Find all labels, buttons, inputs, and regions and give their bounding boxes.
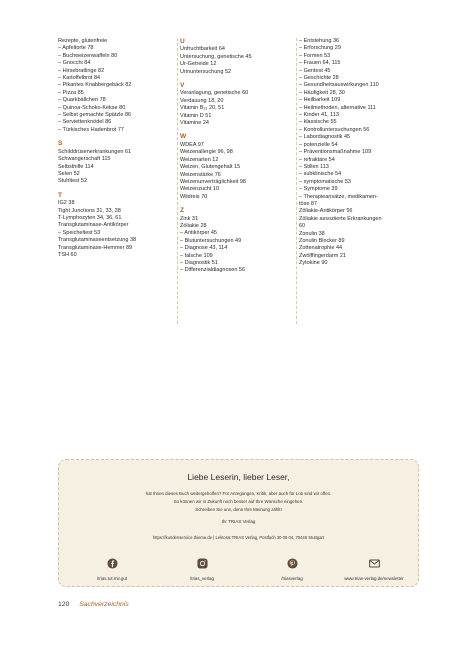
social-pinterest-label: /triasverlag (281, 576, 303, 581)
index-entry: Transglutaminase-Hemmer 89 (58, 244, 133, 251)
index-entry: WDEA 97 (180, 141, 204, 148)
index-entry: IG2 38 (58, 200, 75, 207)
index-entry: Weizenunverträglichkeit 98 (180, 178, 246, 185)
index-entry: Unfruchtbarkeit 64 (180, 46, 225, 53)
index-entry: – Heilmethoden, alternative 111 (299, 104, 376, 111)
index-entry: – Differenzialdiagnosen 56 (180, 267, 246, 274)
social-facebook-label: /trias.tut.mir.gut (96, 576, 127, 581)
index-entry: Vitamine 24 (180, 120, 209, 127)
index-entry: Weizenzucht 10 (180, 186, 220, 193)
index-entry: 60 (299, 223, 306, 230)
index-entry: Zonulin Blocker 89 (299, 237, 345, 244)
index-entry: Transglutaminaseentsetzung 38 (58, 237, 137, 244)
index-entry: – refraktäre 54 (299, 156, 335, 163)
social-instagram-label: /trias_verlag (190, 576, 214, 581)
index-entry: Zink 31 (180, 215, 199, 222)
index-entry: – Präventionsmaßnahme 109 (299, 149, 372, 156)
index-column-2 (180, 38, 290, 275)
social-newsletter[interactable] (329, 556, 419, 581)
index-entry: – Kontrolluntersuchungen 56 (299, 126, 370, 133)
index-entry: – Serviettenknödel 86 (58, 119, 112, 126)
index-entry: Selen 52 (58, 170, 80, 177)
index-entry: – Labordiagnostik 45 (299, 134, 351, 141)
index-entry: – Buchweizenwaffeln 80 (58, 52, 118, 59)
index-entry: Zottenatrophie 44 (299, 245, 343, 252)
index-entry: – Kartoffelbrot 84 (58, 75, 101, 82)
pinterest-icon (287, 558, 298, 569)
index-entry: Zöliakie 28 (180, 222, 207, 229)
index-entry: – Pikantes Knabbergebäck 82 (58, 82, 132, 89)
index-column-1 (58, 38, 172, 259)
index-entry: – Erforschung 29 (299, 45, 341, 52)
index-entry: Urinuntersuchung 52 (180, 68, 232, 75)
reader-feedback-box (58, 459, 419, 587)
index-entry: – klassische 55 (299, 119, 337, 126)
index-entry: – Kinder 41, 113 (299, 112, 339, 119)
index-entry: – Blutuntersuchungen 49 (180, 237, 242, 244)
index-entry: Weizenstärke 76 (180, 171, 221, 178)
social-instagram[interactable] (157, 556, 247, 581)
index-entry: – falsche 109 (180, 252, 213, 259)
index-entry: Tight Junctions 31, 33, 38 (58, 207, 121, 214)
index-entry: Schilddrüsenerkrankungen 61 (58, 148, 132, 155)
index-entry: – Türkisches Hadenbrot 77 (58, 126, 124, 133)
index-entry: – Hirsebratlinge 82 (58, 67, 105, 74)
index-entry: – Geschichte 28 (299, 75, 339, 82)
index-entry: – Frauen 64, 115 (299, 60, 341, 67)
index-entry: – Speicheltest 53 (58, 229, 101, 236)
index-entry: – Antikörper 45 (180, 230, 217, 237)
index-entry: Vitamin B₁₂ 20, 51 (180, 105, 225, 112)
index-entry: – Heilbarkeit 109 (299, 97, 341, 104)
contact-line[interactable]: https://kundenservice.thieme.de | Lektorat TRIAS Verlag, Postfach 30 05 04, 70445 Stuttgart (152, 535, 325, 540)
index-entry: Weizen, Glutengehalt 15 (180, 164, 241, 171)
index-entry: Verdauung 18, 20 (180, 97, 224, 104)
index-entry: – Gnocchi 84 (58, 60, 91, 67)
index-entry: – Symptome 39 (299, 186, 338, 193)
mail-icon (369, 558, 380, 569)
index-letter-heading: U (180, 38, 185, 45)
instagram-icon (197, 558, 208, 569)
page-number: 120 (58, 601, 70, 608)
index-entry: – Stillen 113 (299, 163, 329, 170)
index-entry: – Pizza 85 (58, 89, 84, 96)
index-entry: Zöliakie-Antikörper 56 (299, 208, 353, 215)
index-entry: – Quarkbällchen 78 (58, 97, 106, 104)
social-facebook[interactable] (67, 556, 157, 581)
index-entry: Selbsthilfe 114 (58, 163, 94, 170)
feedback-text-line-3: Schreiben Sie uns, denn Ihre Meinung zählt! (195, 507, 282, 512)
index-entry: TSH 60 (58, 251, 77, 258)
index-entry: töse 87 (299, 200, 318, 207)
index-entry: – Formen 53 (299, 52, 331, 59)
index-entry: Weizenarten 12 (180, 156, 219, 163)
index-entry: – Diagnose 43, 114 (180, 245, 228, 252)
index-entry: Stuhltest 52 (58, 178, 88, 185)
index-entry: – potenzielle 54 (299, 141, 338, 148)
index-entry: Vitamin D 51 (180, 112, 212, 119)
index-entry: Transglutaminase-Antikörper (58, 222, 129, 229)
index-entry: Zöliakie assoziierte Erkrankungen (299, 215, 382, 222)
index-letter-heading: S (58, 140, 63, 148)
index-entry: – Häufigkeit 28, 30 (299, 89, 345, 96)
index-entry: – Gesundheitsauswirkungen 110 (299, 82, 379, 89)
index-entry: Wildreis 70 (180, 193, 208, 200)
index-entry: Weizenallergie 96, 98 (180, 149, 233, 156)
index-letter-heading: T (58, 191, 63, 199)
index-entry: Zonulin 38 (299, 230, 325, 237)
index-entry: Zwölffingerdarm 21 (299, 252, 346, 259)
page-footer (58, 601, 129, 608)
index-entry: – Therapieansätze, medikamen- (299, 193, 378, 200)
feedback-text-line-2: So können wir in Zukunft noch besser auf Ihre Wünsche eingehen. (173, 499, 304, 504)
social-pinterest[interactable] (247, 556, 337, 581)
index-entry: Schwangerschaft 115 (58, 156, 111, 163)
index-entry: – Quinoa-Schoko-Kekse 80 (58, 104, 126, 111)
index-entry: Untersuchung, genetische 45 (180, 53, 252, 60)
index-entry: – Entstehung 36 (299, 38, 340, 44)
index-entry: – symptomatische 53 (299, 178, 351, 185)
index-entry: Ur-Getreide 12 (180, 61, 217, 68)
feedback-text-line-1: hat Ihnen dieses Buch weitergeholfen? Für Anregungen, Kritik, aber auch für Lob sind wir offen. (145, 491, 332, 496)
index-entry: – Selbst gemachte Spätzle 86 (58, 112, 132, 119)
index-entry: Veranlagung, genetische 60 (180, 90, 249, 97)
index-letter-heading: V (180, 82, 185, 90)
index-entry: – Gentest 45 (299, 67, 331, 74)
index-column-3 (299, 38, 419, 268)
feedback-title: Liebe Leserin, lieber Leser, (187, 472, 290, 482)
index-entry: – Diagnostik 51 (180, 259, 218, 266)
index-entry: Rezepte, glutenfreie (58, 38, 108, 44)
index-entry: Zytokine 90 (299, 260, 328, 267)
index-entry: – Apfeltorte 78 (58, 45, 94, 52)
index-entry: – subklinische 54 (299, 171, 342, 178)
index-letter-heading: W (180, 133, 187, 141)
facebook-icon (107, 558, 118, 569)
publisher-signature: Ihr TRIAS Verlag (221, 519, 256, 524)
section-title: Sachverzeichnis (79, 601, 129, 608)
index-entry: T-Lymphozyten 34, 36, 61 (58, 214, 122, 221)
social-newsletter-label: www.trias-verlag.de/newsletter (344, 576, 404, 581)
index-letter-heading: Z (180, 207, 185, 215)
